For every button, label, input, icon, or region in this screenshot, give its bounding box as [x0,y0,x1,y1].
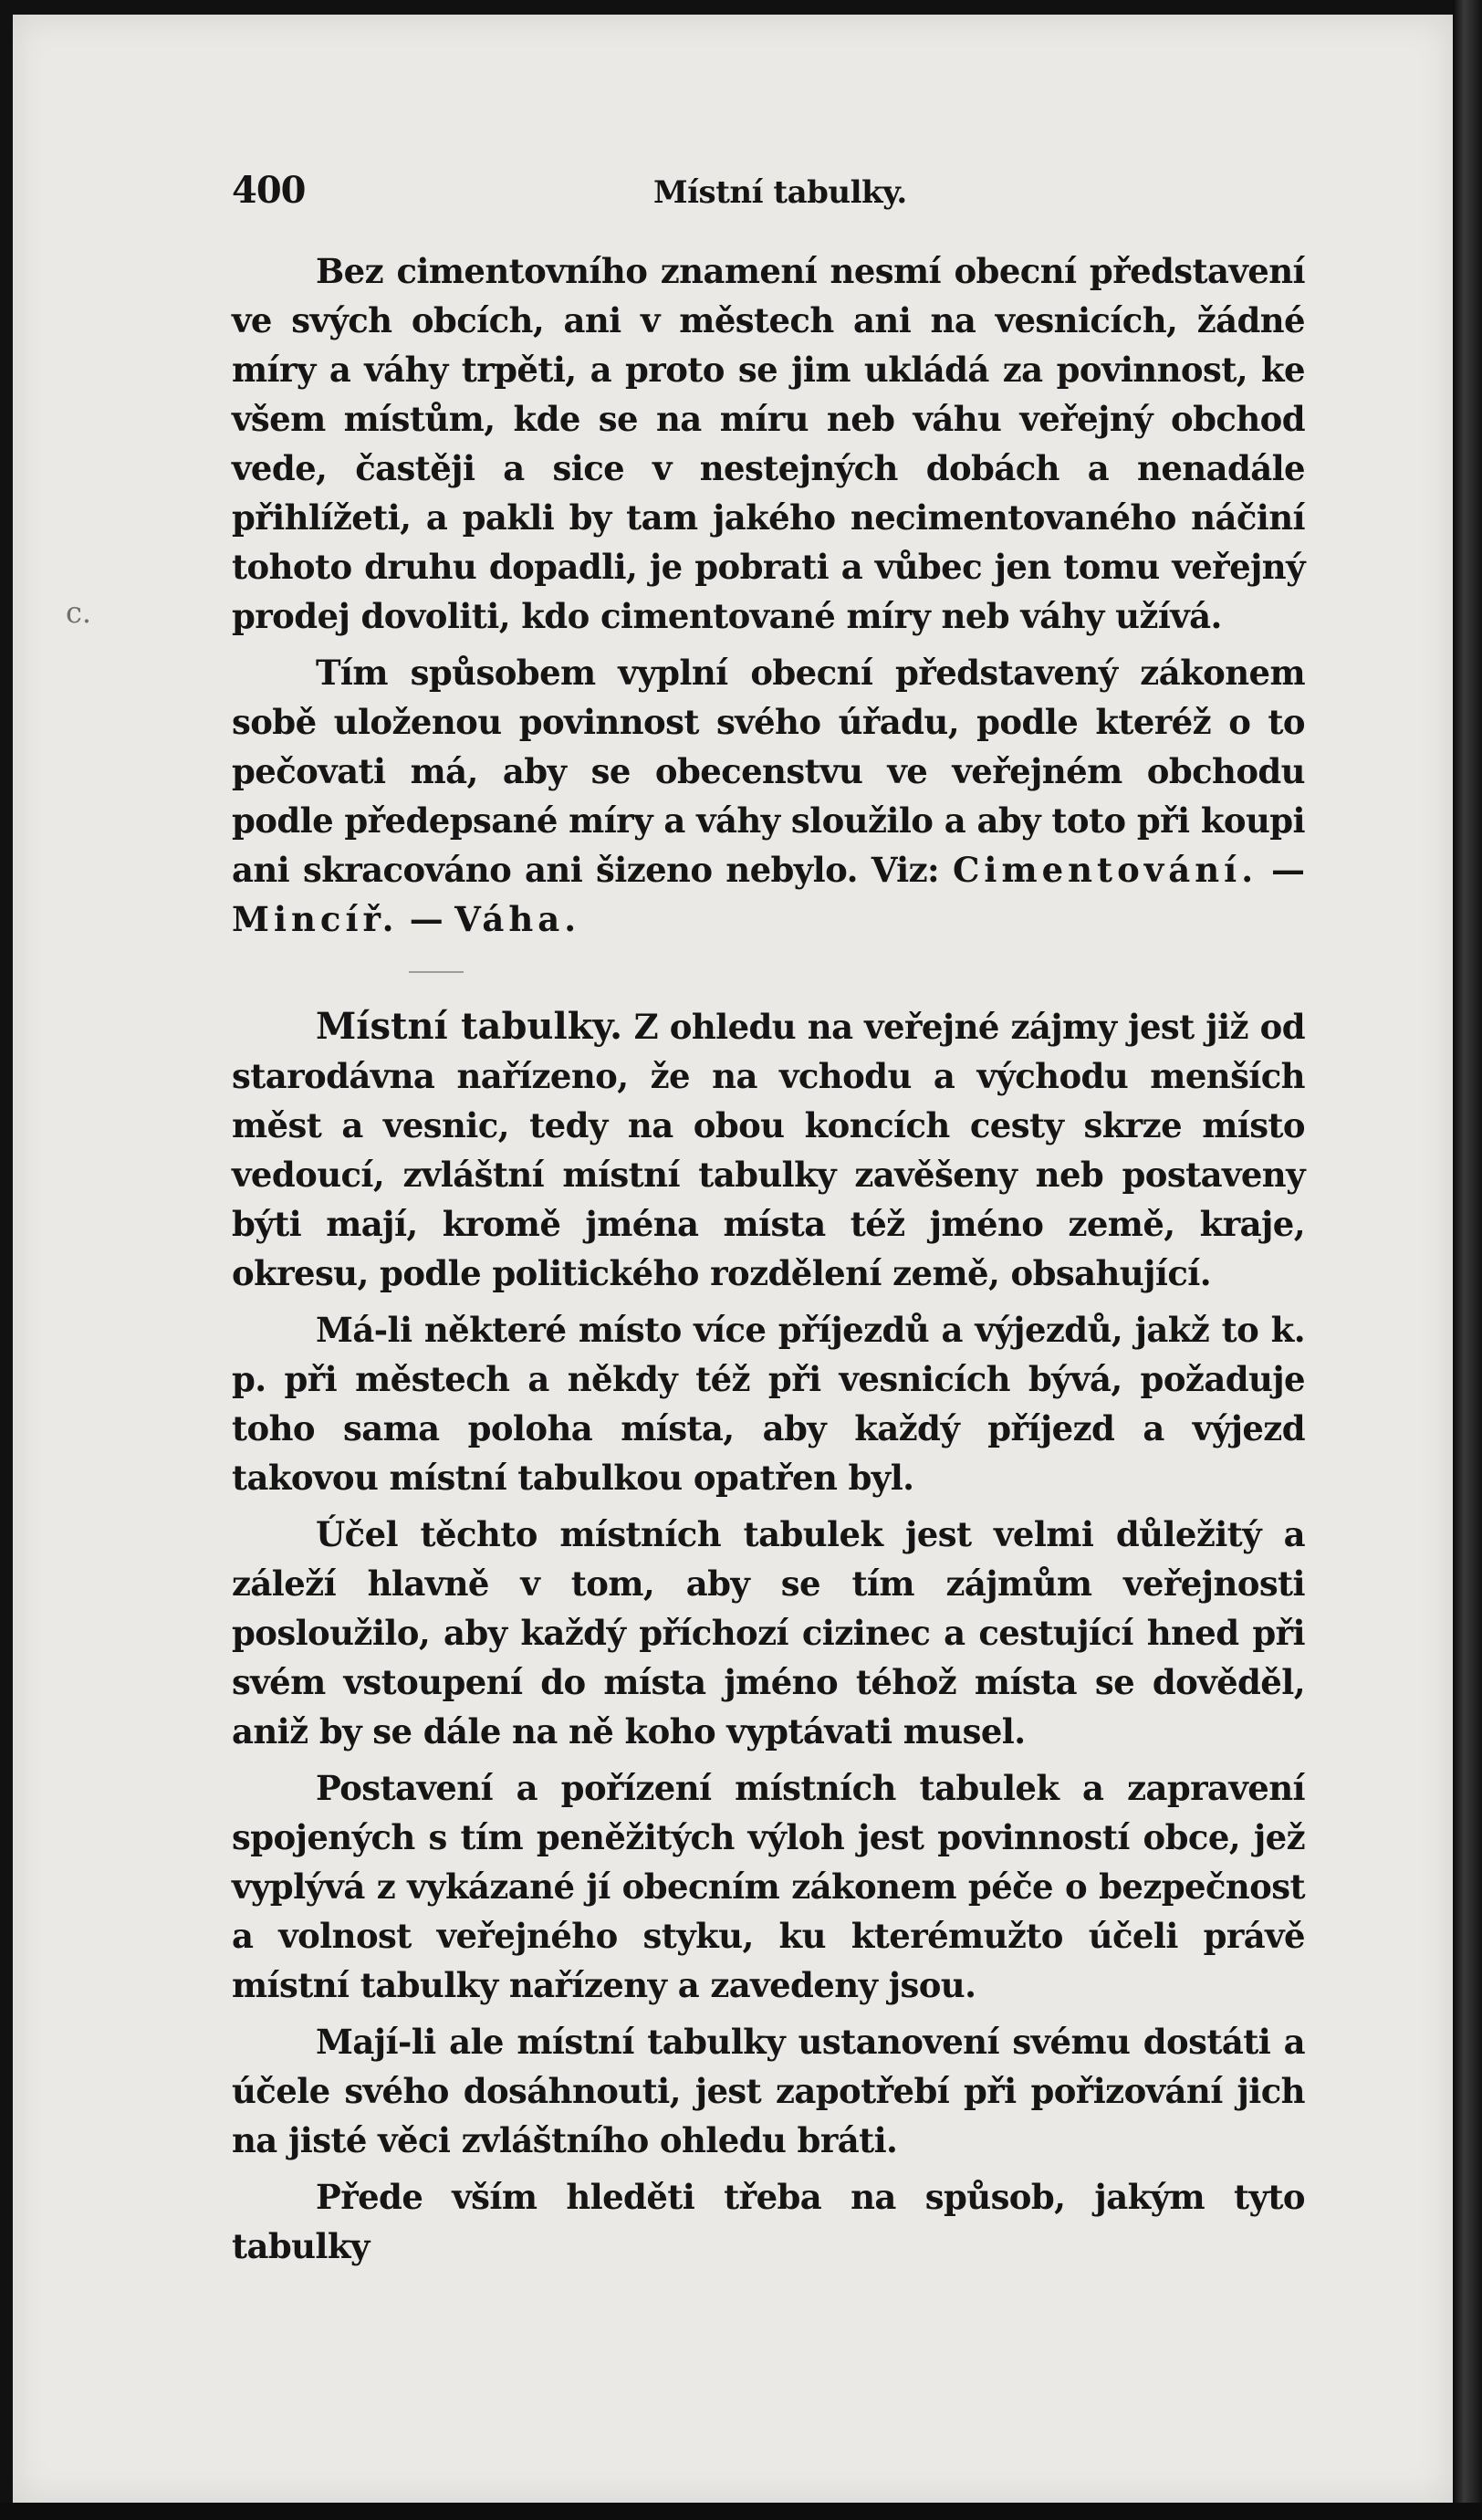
scan-edge-bottom [0,2503,1482,2520]
running-title: Místní tabulky. [653,174,907,211]
entry-mistni-tabulky [232,1002,1305,2271]
running-header [232,168,1305,214]
entry-headword: Místní tabulky. [316,1005,622,1048]
entry-gap [232,951,1305,1002]
entry-cimentovani-continued [232,246,1305,944]
body-text [232,246,1305,2278]
closing-text: Tím spůsobem vyplní obecní představený zákonem sobě uloženou povinnost svého úřadu, podle kteréž o to pečovati má, aby se obecenstvu ve veřejném obchodu podle předepsané míry a váhy sloužilo a aby toto při koupi ani skracováno ani šizeno nebylo. Viz: [232,653,1305,890]
cross-reference-cimentovani[interactable]: Cimentování. [952,850,1258,890]
lead-text: Z ohledu na veřejné zájmy jest již od starodávna nařízeno, že na vchodu a východu menších měst a vesnic, tedy na obou koncích cesty skrze místo vedoucí, zvláštní místní tabulky zavěšeny neb postaveny býti mají, kromě jména místa též jméno země, kraje, okresu, podle politického rozdělení země, obsahující. [232,1007,1305,1293]
lead-paragraph [232,1002,1305,1298]
paragraph: Má-li některé místo více příjezdů a výjezdů, jakž to k. p. při městech a někdy též při vesnicích bývá, požaduje toho sama poloha místa, aby každý příjezd a výjezd takovou místní tabulkou opatřen byl. [232,1310,1305,1498]
paragraph: Účel těchto místních tabulek jest velmi důležitý a záleží hlavně v tom, aby se tím zájmům veřejnosti posloužilo, aby každý příchozí cizinec a cestující hned při svém vstoupení do místa jméno téhož místa se dověděl, aniž by se dále na ně koho vyptávati musel. [232,1514,1305,1751]
paragraph: Bez cimentovního znamení nesmí obecní představení ve svých obcích, ani v městech ani na vesnicích, žádné míry a váhy trpěti, a proto se jim ukládá za povinnost, ke všem místům, kde se na míru neb váhu veřejný obchod vede, častěji a sice v nestejných dobách a nenadále přihlížeti, a pakli by tam jakého necimentovaného náčiní tohoto druhu dopadli, je pobrati a vůbec jen tomu veřejný prodej dovoliti, kdo cimentované míry neb váhy užívá. [232,251,1305,636]
closing-paragraph [232,648,1305,944]
paragraph: Postavení a pořízení místních tabulek a zapravení spojených s tím peněžitých výloh jest povinností obce, jež vyplývá z vykázané jí obecním zákonem péče o bezpečnost a volnost veřejného styku, ku kterémužto účeli právě místní tabulky nařízeny a zavedeny jsou. [232,1768,1305,2005]
dash: — [1270,850,1305,890]
margin-mark: c. [66,595,92,630]
paragraph: Mají-li ale místní tabulky ustanovení svému dostáti a účele svého dosáhnouti, jest zapotřebí při pořizování jich na jisté věci zvláštního ohledu bráti. [232,2022,1305,2160]
scan-edge-right [1453,0,1482,2520]
cross-reference-vaha[interactable]: Váha. [454,899,581,939]
cross-reference-mincir[interactable]: Mincíř. [232,899,399,939]
dash: — [409,899,444,939]
paragraph: Přede vším hleděti třeba na spůsob, jakým tyto tabulky [232,2177,1305,2266]
page-number: 400 [232,169,306,212]
